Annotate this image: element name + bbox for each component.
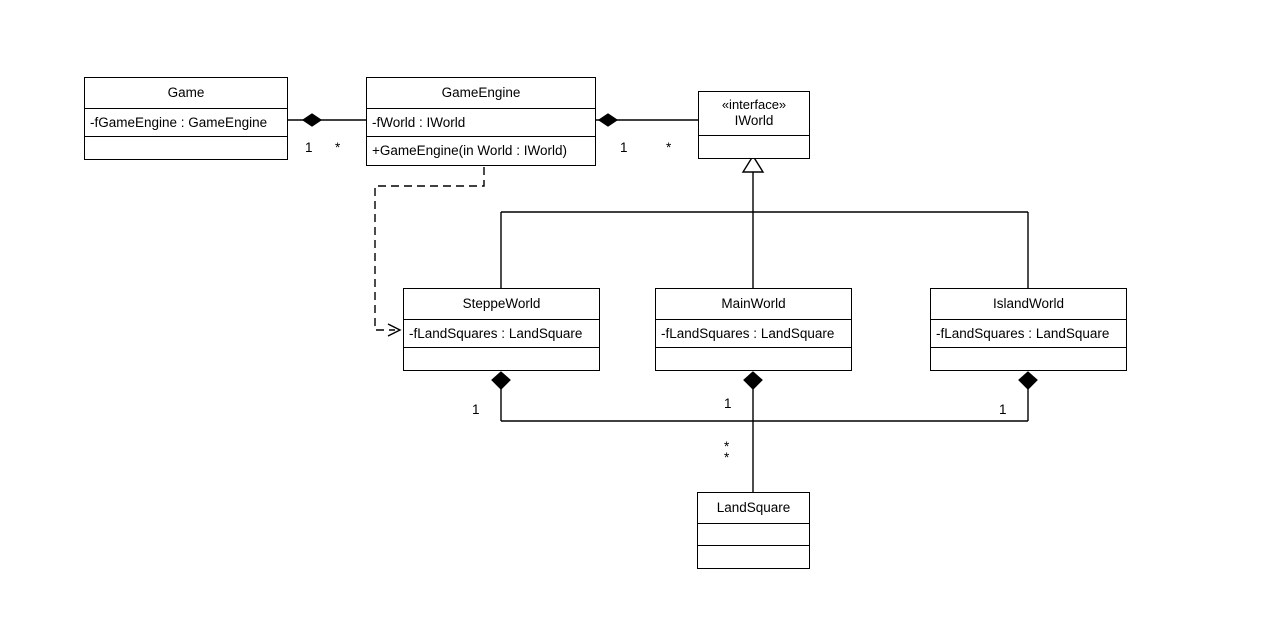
class-attributes-landsquare — [698, 524, 809, 546]
class-attributes-islandworld: -fLandSquares : LandSquare — [931, 320, 1126, 348]
class-box-mainworld[interactable] — [655, 288, 852, 371]
multiplicity-landsquare-many-top: * — [724, 439, 730, 454]
class-operations-steppeworld — [404, 348, 599, 370]
class-attributes-iworld — [699, 136, 809, 158]
class-operations-mainworld — [656, 348, 851, 370]
class-attributes-steppeworld: -fLandSquares : LandSquare — [404, 320, 599, 348]
class-operations-gameengine: +GameEngine(in World : IWorld) — [372, 143, 567, 159]
multiplicity-steppeworld-one: 1 — [472, 402, 480, 417]
class-box-iworld[interactable] — [698, 91, 810, 159]
multiplicity-game-many: * — [335, 140, 341, 155]
multiplicity-game-one: 1 — [305, 140, 313, 155]
multiplicity-landsquare-many-bottom: * — [724, 450, 730, 465]
multiplicity-engine-one: 1 — [620, 140, 628, 155]
class-operations-landsquare — [698, 546, 809, 568]
class-operations-game — [85, 137, 287, 159]
multiplicity-engine-many: * — [666, 140, 672, 155]
class-attributes-mainworld: -fLandSquares : LandSquare — [656, 320, 851, 348]
composition-diamond-islandworld — [1019, 372, 1037, 389]
class-name-gameengine: GameEngine — [367, 78, 595, 109]
composition-diamond-mainworld — [744, 372, 762, 389]
class-name-iworld — [699, 92, 809, 136]
class-attributes-gameengine: -fWorld : IWorld — [367, 109, 595, 137]
class-box-game[interactable] — [84, 77, 288, 160]
class-box-gameengine[interactable] — [366, 77, 596, 166]
class-name-landsquare: LandSquare — [698, 493, 809, 524]
class-box-islandworld[interactable] — [930, 288, 1127, 371]
class-name-islandworld: IslandWorld — [931, 289, 1126, 320]
class-attributes-game: -fGameEngine : GameEngine — [85, 109, 287, 137]
class-stereotype-iworld: «interface» — [721, 97, 787, 113]
class-box-steppeworld[interactable] — [403, 288, 600, 371]
class-operations-islandworld — [931, 348, 1126, 370]
class-name-game: Game — [85, 78, 287, 109]
class-name-steppeworld: SteppeWorld — [404, 289, 599, 320]
class-box-landsquare[interactable] — [697, 492, 810, 569]
class-name-label-iworld: IWorld — [734, 113, 774, 129]
class-name-mainworld: MainWorld — [656, 289, 851, 320]
composition-diamond-gameengine — [599, 114, 617, 126]
multiplicity-mainworld-one: 1 — [724, 396, 732, 411]
composition-diamond-steppeworld — [492, 372, 510, 389]
multiplicity-islandworld-one: 1 — [999, 402, 1007, 417]
composition-diamond-game — [303, 114, 321, 126]
